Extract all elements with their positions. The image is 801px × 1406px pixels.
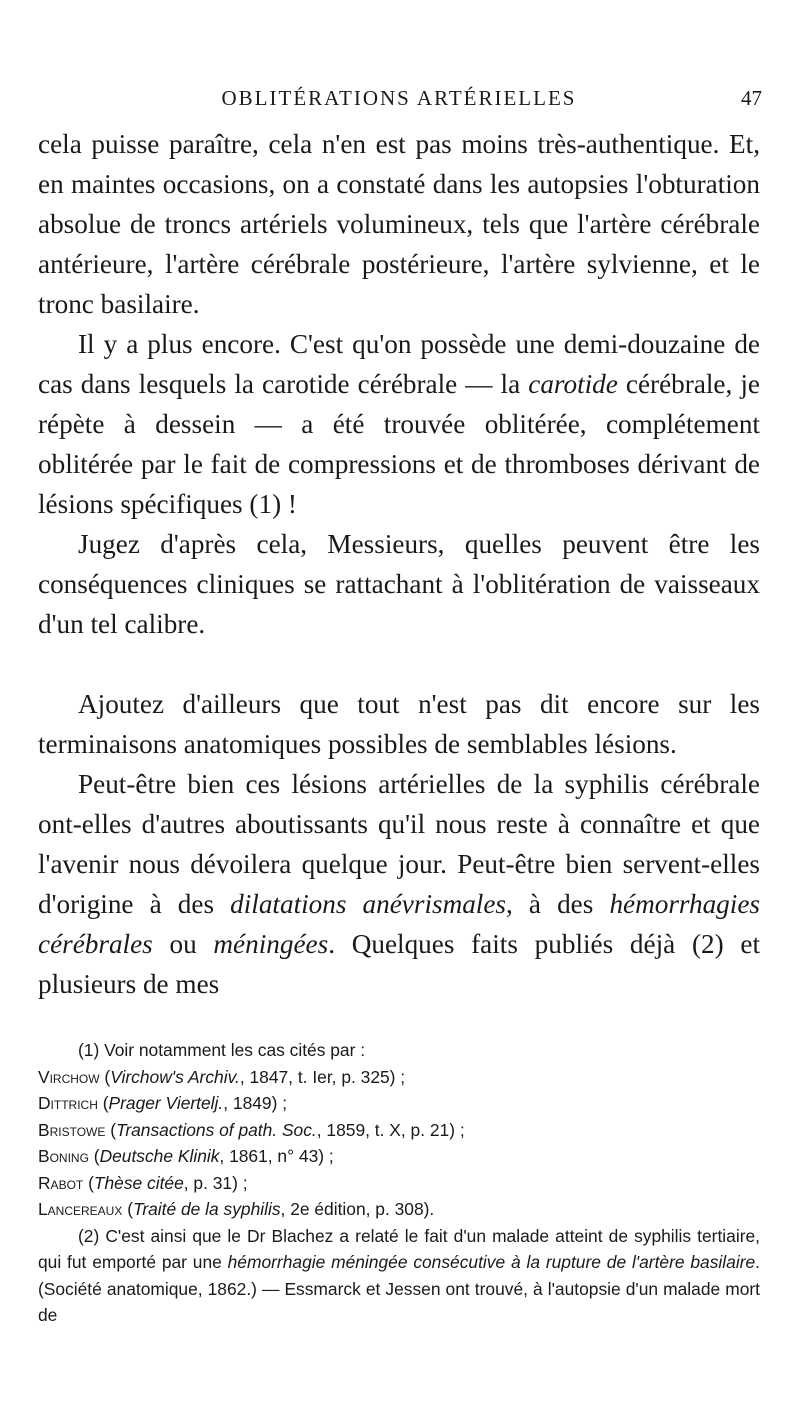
reference-open: ( [88, 1146, 100, 1166]
reference-open: ( [105, 1119, 117, 1140]
reference-title: Transactions of path. Soc. [116, 1119, 317, 1140]
running-title: OBLITÉRATIONS ARTÉRIELLES [221, 86, 577, 110]
reference-author: Virchow [38, 1066, 100, 1087]
footnote-1-references [38, 1064, 760, 1223]
main-text [38, 124, 760, 1004]
reference-details: , 1849) ; [223, 1093, 288, 1113]
footnotes [38, 1037, 760, 1329]
footnote-reference [38, 1117, 760, 1144]
reference-details: , 1847, t. Ier, p. 325) ; [239, 1066, 406, 1087]
paragraph-5-emphasis-1: dilatations anévrismales [230, 889, 507, 919]
paragraph-2-text-b: cérébrale, je répète à dessein — a été trouvée oblitérée, complétement oblitérée par le fait de compressions et de thromboses dérivant de lésions spécifiques (1) ! [38, 369, 760, 519]
running-header [36, 84, 762, 118]
reference-author: Rabot [38, 1172, 84, 1193]
paragraph-5-emphasis-3: méningées [213, 929, 329, 959]
paragraph-2-emphasis: carotide [528, 369, 618, 399]
footnote-reference [38, 1064, 760, 1091]
paragraph-3: Jugez d'après cela, Messieurs, quelles peuvent être les conséquences cliniques se rattachant à l'oblitération de vaisseaux d'un tel calibre. [38, 529, 760, 639]
footnote-2-emphasis: hémorrhagie méningée consécutive à la rupture de l'artère basilaire [227, 1252, 756, 1272]
paragraph-5-text-d: . Quelques faits publiés déjà (2) et plusieurs de mes [38, 929, 760, 999]
paragraph-2-text-a: Il y a plus encore. C'est qu'on possède une demi-douzaine de cas dans lesquels la carotide cérébrale — la [38, 329, 760, 399]
reference-title: Prager Viertelj. [108, 1093, 224, 1113]
paragraph-5 [38, 764, 760, 1004]
reference-title: Thèse citée [93, 1172, 184, 1193]
reference-title: Traité de la syphilis [132, 1199, 281, 1219]
reference-details: , 2e édition, p. 308). [280, 1199, 435, 1219]
reference-open: ( [97, 1093, 109, 1113]
paragraph-4: Ajoutez d'ailleurs que tout n'est pas dit encore sur les terminaisons anatomiques possibles de semblables lésions. [38, 689, 760, 759]
reference-title: Deutsche Klinik [99, 1146, 220, 1166]
paragraph-5-text-a: Peut-être bien ces lésions artérielles de la syphilis cérébrale ont-elles d'autres aboutissants qu'il nous reste à connaître et que l'avenir nous dévoilera quelque jour. Peut-être bien servent-elles d'origine à des [38, 769, 760, 919]
reference-author: Bristowe [38, 1119, 106, 1140]
footnote-reference [38, 1143, 760, 1170]
footnote-reference [38, 1196, 760, 1223]
footnote-2-text-b: . (Société anatomique, 1862.) — Essmarck et Jessen ont trouvé, à l'autopsie d'un malade mort de [38, 1252, 760, 1325]
reference-details: , p. 31) ; [183, 1172, 248, 1193]
footnote-2-text-a: (2) C'est ainsi que le Dr Blachez a relaté le fait d'un malade atteint de syphilis tertiaire, qui fut emporté par une [38, 1225, 760, 1272]
paragraph-5-text-c: ou [152, 929, 214, 959]
reference-author: Boning [38, 1146, 89, 1166]
paragraph-5-emphasis-2: hémorrhagies cérébrales [38, 889, 760, 959]
reference-title: Virchow's Archiv. [110, 1066, 240, 1087]
footnote-1-intro: (1) Voir notamment les cas cités par : [78, 1040, 366, 1060]
paragraph-1: cela puisse paraître, cela n'en est pas moins très-authentique. Et, en maintes occasions, on a constaté dans les autopsies l'obturation absolue de troncs artériels volumineux, tels que l'artère cérébrale antérieure, l'artère cérébrale postérieure, l'artère sylvienne, et le tronc basilaire. [38, 129, 760, 319]
reference-author: Dittrich [38, 1093, 98, 1113]
footnote-2 [38, 1223, 760, 1329]
paragraph-5-text-b: , à des [506, 889, 610, 919]
reference-author: Lancereaux [38, 1199, 123, 1219]
paragraph-2 [38, 324, 760, 524]
reference-open: ( [122, 1199, 133, 1219]
footnote-reference [38, 1090, 760, 1117]
footnote-reference [38, 1170, 760, 1197]
page-number: 47 [741, 86, 762, 110]
reference-details: , 1861, n° 43) ; [219, 1146, 334, 1166]
reference-open: ( [83, 1172, 94, 1193]
reference-details: , 1859, t. X, p. 21) ; [316, 1119, 465, 1140]
reference-open: ( [99, 1066, 111, 1087]
